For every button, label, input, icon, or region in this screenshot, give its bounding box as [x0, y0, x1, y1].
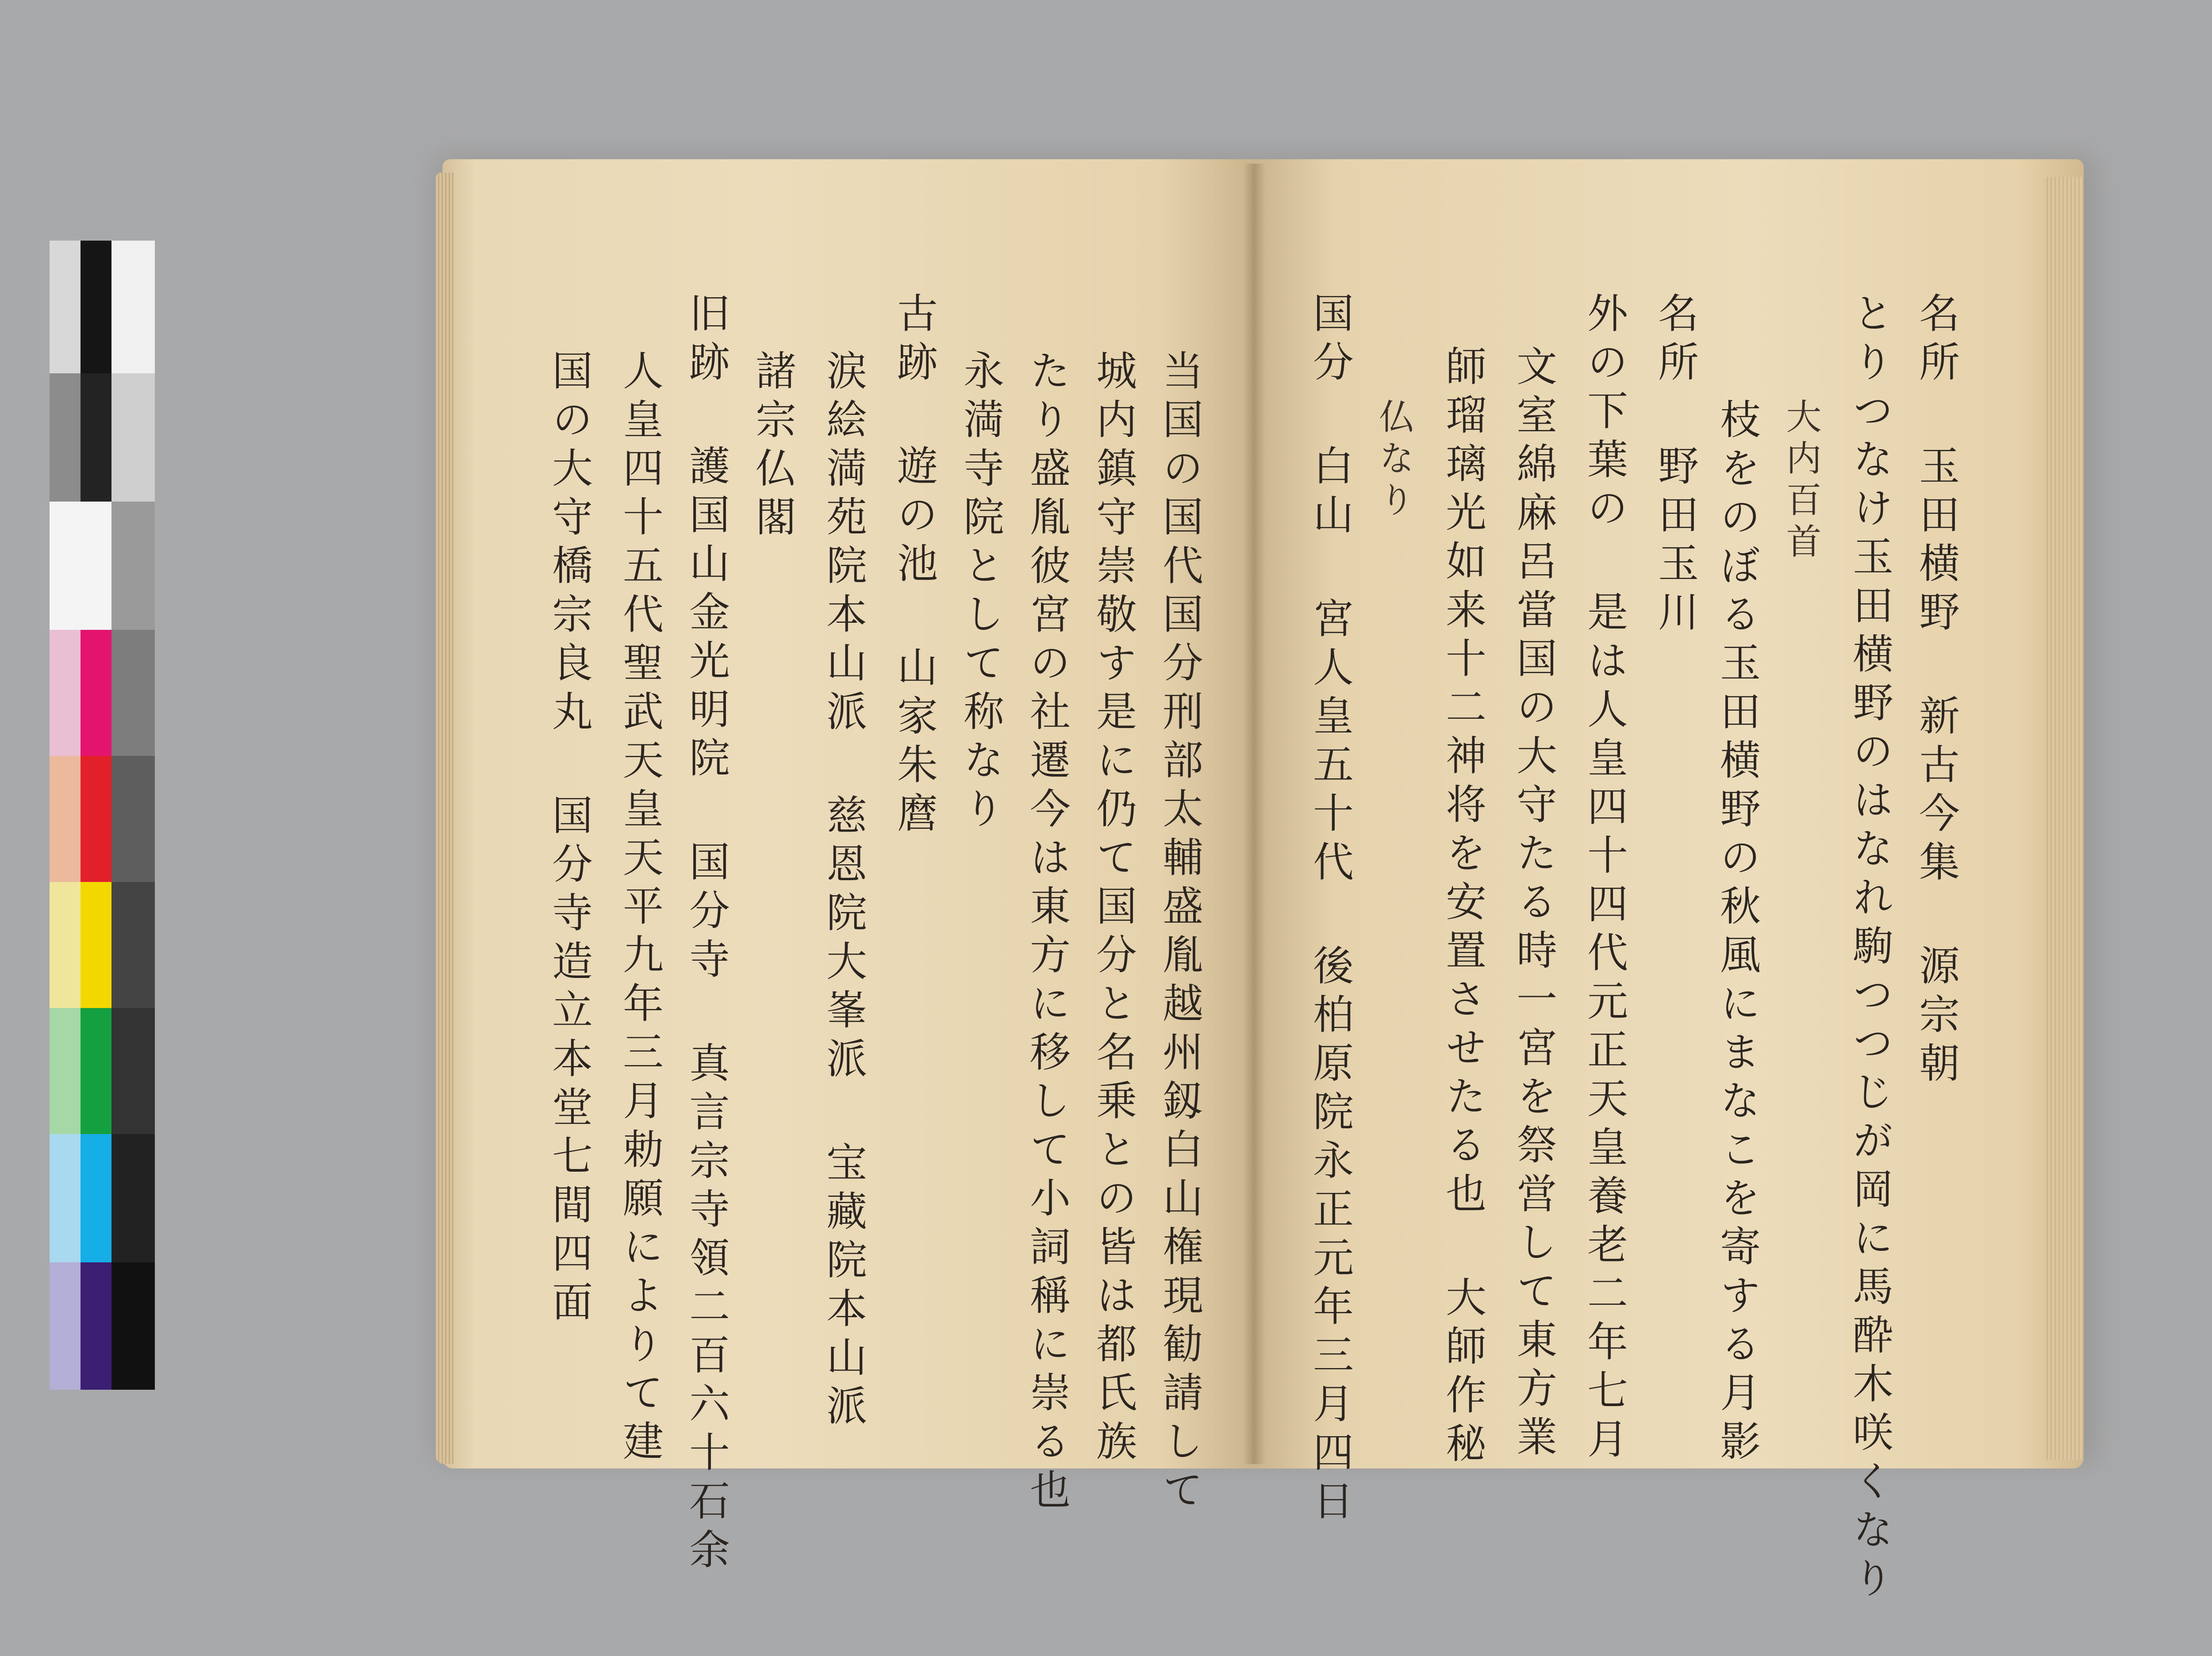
text-column: とりつなけ玉田横野のはなれ駒つつじが岡に馬酔木咲くなり [1846, 292, 1893, 1606]
lightblue-patch [50, 1134, 81, 1262]
book-gutter [1243, 164, 1265, 1464]
text-column: 大内百首 [1780, 398, 1821, 564]
text-column: 旧跡 護国山金光明院 国分寺 真言宗寺領二百六十石余 [683, 292, 730, 1577]
gray-step6 [111, 1134, 155, 1262]
gray-step5 [111, 1008, 155, 1134]
text-column: 当国の国代国分刑部太輔盛胤越州釼白山権現勧請して [1156, 349, 1203, 1517]
gray-patch-white [50, 241, 81, 373]
color-calibration-target [50, 241, 155, 1390]
gray-step [111, 502, 155, 630]
red-patch [81, 756, 111, 882]
text-column: 諸宗仏閣 [749, 349, 796, 544]
gray-step2 [111, 630, 155, 756]
gray-patch-dark [81, 373, 111, 502]
gray-patch-light [111, 241, 155, 373]
white-patch [50, 502, 111, 630]
gray-patch-mid [50, 373, 81, 502]
black-patch [111, 1262, 155, 1390]
text-column: 城内鎮守崇敬す是に仍て国分と名乗との皆は都氏族 [1090, 349, 1137, 1468]
gray-patch-light2 [111, 373, 155, 502]
left-page-edge [436, 172, 453, 1464]
purple-patch [81, 1262, 111, 1390]
right-page-edge [2044, 177, 2084, 1460]
salmon-patch [50, 756, 81, 882]
text-column: 国の大守橋宗良丸 国分寺造立本堂七間四面 [545, 349, 593, 1329]
text-column: 名所 野田玉川 [1651, 292, 1699, 639]
cyan-patch [81, 1134, 111, 1262]
text-column: 国分 白山 宮人皇五十代 後柏原院永正元年三月四日 [1306, 292, 1354, 1528]
text-column: 枝をのぼる玉田横野の秋風にまなこを寄する月影 [1713, 398, 1761, 1468]
text-column: 外の下葉の 是は人皇四十四代元正天皇養老二年七月 [1581, 292, 1628, 1466]
text-column: 文室綿麻呂當国の大守たる時一宮を祭営して東方業 [1510, 345, 1557, 1464]
green-patch [81, 1008, 111, 1134]
text-column: 仏なり [1373, 398, 1414, 523]
text-column: 涙絵満苑院本山派 慈恩院大峯派 宝藏院本山派 [820, 349, 867, 1433]
text-column: 名所 玉田横野 新古今集 源宗朝 [1912, 292, 1960, 1090]
magenta-patch [81, 630, 111, 756]
text-column: たり盛胤彼宮の社遷今は東方に移して小詞稱に崇る也 [1023, 349, 1071, 1517]
text-column: 師瑠璃光如来十二神将を安置させたる也 大師作秘 [1439, 345, 1486, 1471]
gray-step3 [111, 756, 155, 882]
text-column: 人皇四十五代聖武天皇天平九年三月勅願によりて建 [616, 349, 664, 1468]
yellow-patch [81, 882, 111, 1008]
lightyellow-patch [50, 882, 81, 1008]
pink-patch [50, 630, 81, 756]
text-column: 永満寺院として称なり [957, 349, 1004, 836]
lavender-patch [50, 1262, 81, 1390]
text-column: 古跡 遊の池 山家朱麿 [891, 292, 938, 840]
lightgreen-patch [50, 1008, 81, 1134]
gray-step4 [111, 882, 155, 1008]
gray-patch-black [81, 241, 111, 373]
